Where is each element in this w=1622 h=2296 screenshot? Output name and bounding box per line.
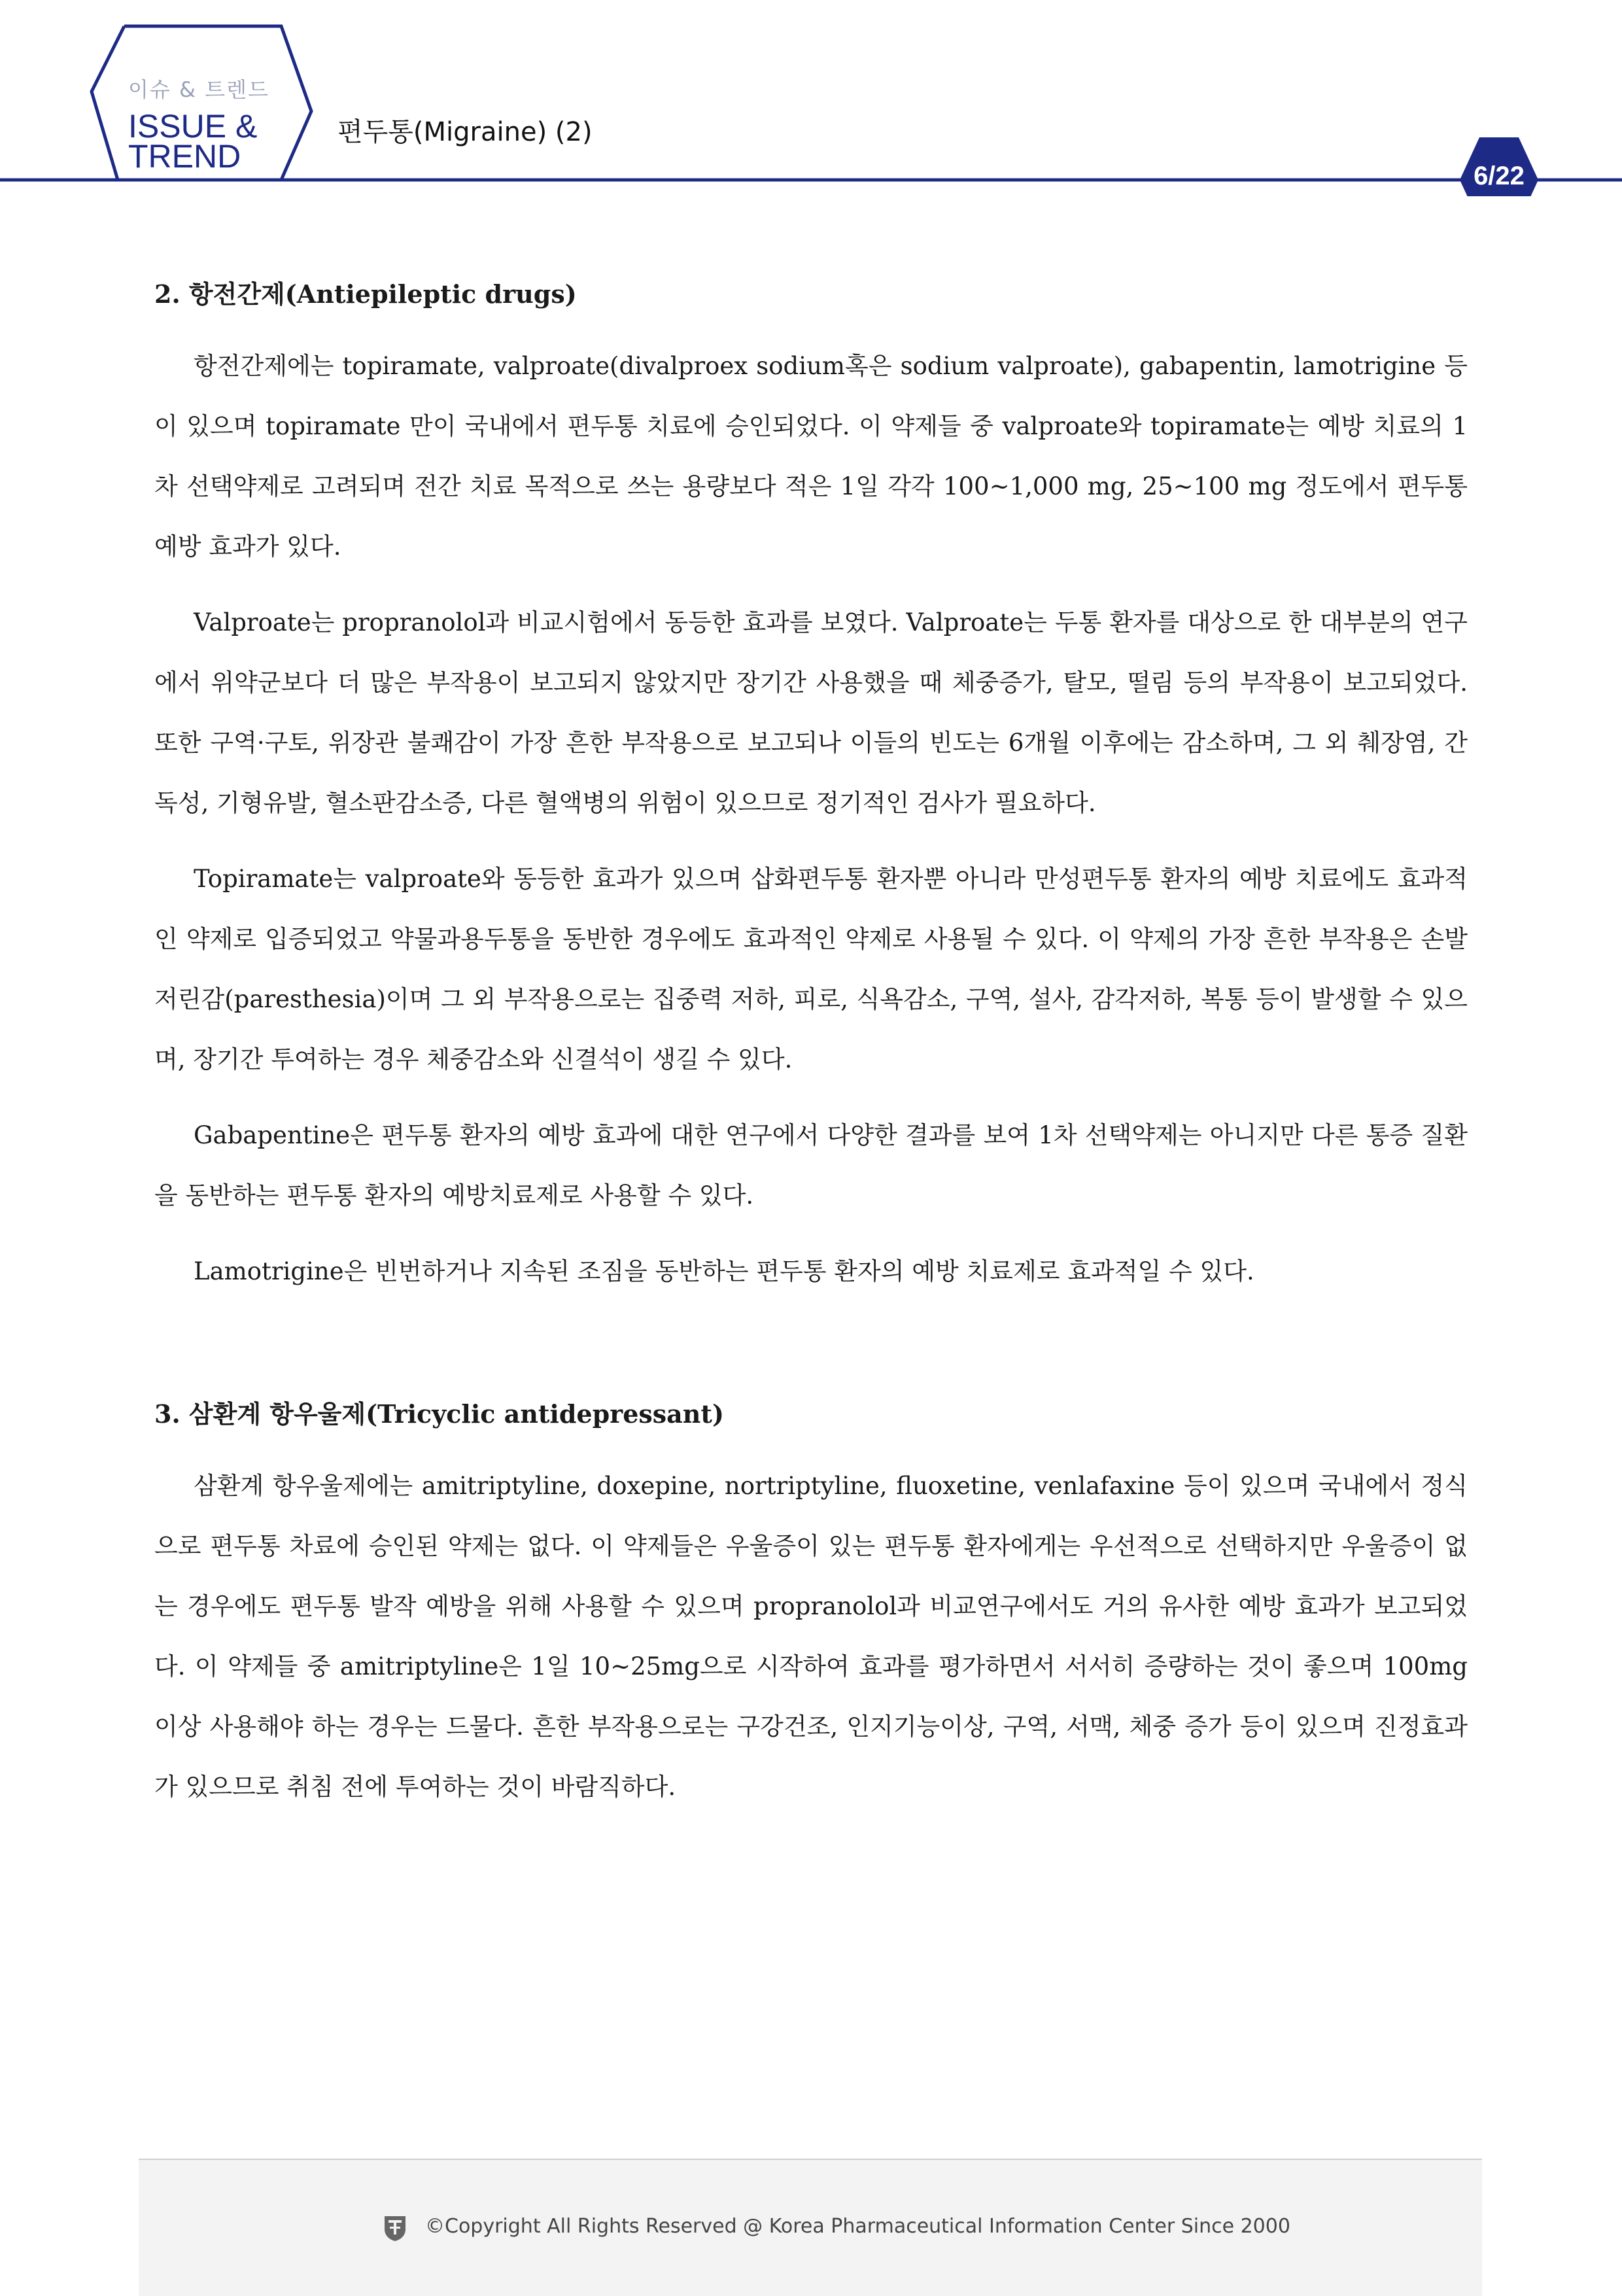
paragraph: 항전간제에는 topiramate, valproate(divalproex sodium혹은 sodium valproate), gabapentin, lamotrigine 등이 있으며 topiramate 만이 국내에서 편두통 치료에 승인되었다. 이 약제들 중 valproate와 topiramate는 예방 치료의 1차 선택약제로 고려되며 전간 치료 목적으로 쓰는 용량보다 적은 1일 각각 100~1,000 mg, 25~100 mg 정도에서 편두통 예방 효과가 있다. (154, 352, 1468, 561)
section-gap (154, 1317, 1468, 1395)
page-title: 편두통(Migraine) (2) (337, 117, 593, 147)
badge-outline-left (92, 26, 124, 180)
section-title-antiepileptic: 2. 항전간제(Antiepileptic drugs) (154, 279, 577, 309)
page-number: 6/22 (1474, 162, 1525, 190)
paragraph: Gabapentine은 편두통 환자의 예방 효과에 대한 연구에서 다양한 결과를 보여 1차 선택약제는 아니지만 다른 통증 질환을 동반하는 편두통 환자의 예방치료제로 사용할 수 있다. (154, 1121, 1468, 1209)
pharmacy-center-logo-icon (382, 2214, 408, 2242)
section-title-tricyclic: 3. 삼환계 항우울제(Tricyclic antidepressant) (154, 1399, 724, 1429)
page-header (0, 0, 1622, 196)
badge-korean-label: 이슈 & 트렌드 (128, 77, 269, 102)
paragraph: Valproate는 propranolol과 비교시험에서 동등한 효과를 보였다. Valproate는 두통 환자를 대상으로 한 대부분의 연구에서 위약군보다 더 많은 부작용이 보고되지 않았지만 장기간 사용했을 때 체중증가, 탈모, 떨림 등의 부작용이 보고되었다. 또한 구역·구토, 위장관 불쾌감이 가장 흔한 부작용으로 보고되나 이들의 빈도는 6개월 이후에는 감소하며, 그 외 췌장염, 간 독성, 기형유발, 혈소판감소증, 다른 혈액병의 위험이 있으므로 정기적인 검사가 필요하다. (154, 608, 1468, 817)
copyright-notice: ©Copyright All Rights Reserved @ Korea Pharmaceutical Information Center Since 2000 (425, 2215, 1290, 2238)
badge-trend-label: TREND (128, 138, 241, 175)
page-footer (139, 2159, 1482, 2296)
paragraph: Lamotrigine은 빈번하거나 지속된 조짐을 동반하는 편두통 환자의 예방 치료제로 효과적일 수 있다. (194, 1257, 1254, 1285)
paragraph: 삼환계 항우울제에는 amitriptyline, doxepine, nortriptyline, fluoxetine, venlafaxine 등이 있으며 국내에서 정식으로 편두통 차료에 승인된 약제는 없다. 이 약제들은 우울증이 있는 편두통 환자에게는 우선적으로 선택하지만 우울증이 없는 경우에도 편두통 발작 예방을 위해 사용할 수 있으며 propranolol과 비교연구에서도 거의 유사한 예방 효과가 보고되었다. 이 약제들 중 amitriptyline은 1일 10~25mg으로 시작하여 효과를 평가하면서 서서히 증량하는 것이 좋으며 100mg 이상 사용해야 하는 경우는 드물다. 흔한 부작용으로는 구강건조, 인지기능이상, 구역, 서맥, 체중 증가 등이 있으며 진정효과가 있으므로 취침 전에 투여하는 것이 바람직하다. (154, 1472, 1468, 1801)
paragraph: Topiramate는 valproate와 동등한 효과가 있으며 삽화편두통 환자뿐 아니라 만성편두통 환자의 예방 치료에도 효과적인 약제로 입증되었고 약물과용두통을 동반한 경우에도 효과적인 약제로 사용될 수 있다. 이 약제의 가장 흔한 부작용은 손발저린감(paresthesia)이며 그 외 부작용으로는 집중력 저하, 피로, 식욕감소, 구역, 설사, 감각저하, 복통 등이 발생할 수 있으며, 장기간 투여하는 경우 체중감소와 신결석이 생길 수 있다. (154, 865, 1468, 1073)
badge-issue-label: ISSUE & (128, 108, 258, 145)
article-body (154, 275, 1468, 1833)
